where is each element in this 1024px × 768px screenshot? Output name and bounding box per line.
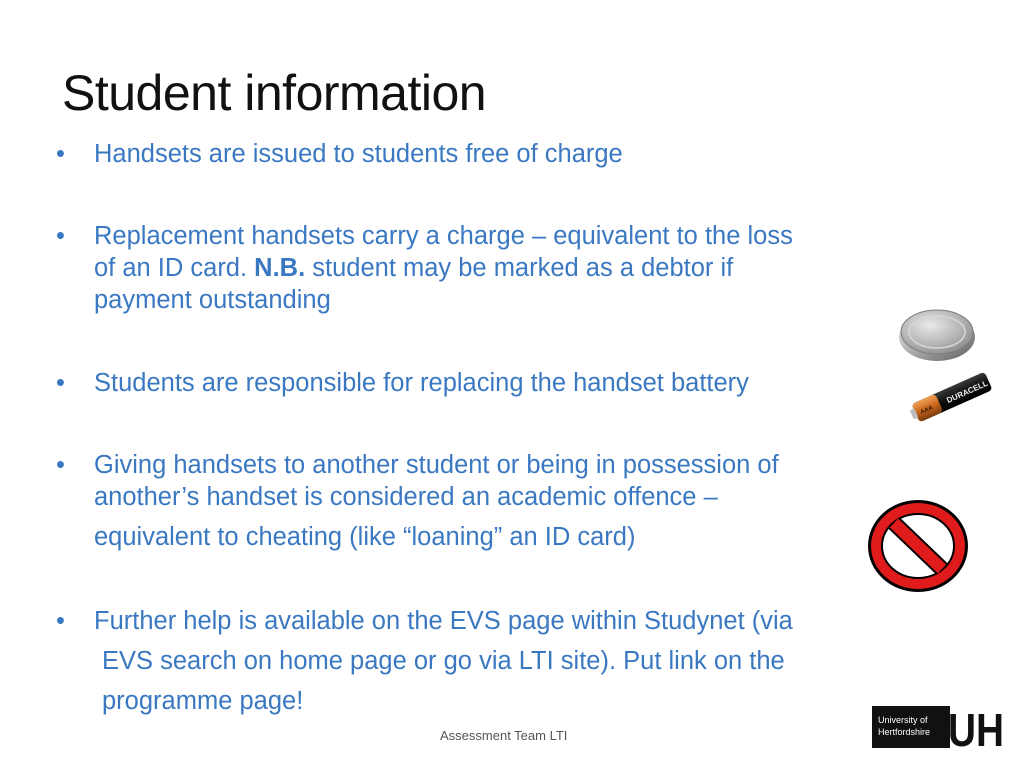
bullet-item [56,138,956,170]
bullet-dot: • [56,369,65,397]
prohibition-sign-icon [862,496,974,596]
logo-line-1: University of [878,715,928,725]
bullet-line: Handsets are issued to students free of charge [94,140,623,168]
bullet-line-part: of an ID card. [94,254,255,282]
bullet-item [56,367,956,399]
logo-line-2: Hertfordshire [878,727,931,737]
bullet-text [94,220,956,316]
bullet-item [56,449,956,553]
bullet-dot: • [56,140,65,168]
bullet-line-part: student may be marked as a debtor if [305,254,734,282]
bullet-line: programme page! [102,687,304,715]
bullet-line: Replacement handsets carry a charge – equivalent to the loss [94,222,793,250]
bullet-text [94,367,956,399]
bullet-line: payment outstanding [94,286,331,314]
slide-title: Student information [62,65,487,121]
bullet-dot: • [56,451,65,479]
battery-brand-label: DURACELL [945,378,990,405]
coin-battery-icon [896,304,978,364]
bullet-item [56,605,956,717]
bullet-line: another’s handset is considered an academic offence – [94,483,718,511]
bullet-dot: • [56,222,65,250]
university-logo [872,704,1004,756]
nb-emphasis: N.B. [254,254,306,282]
bullet-line: Giving handsets to another student or being in possession of [94,451,779,479]
slide-footer: Assessment Team LTI [440,728,568,743]
line-gap [94,513,956,521]
bullet-line: EVS search on home page or go via LTI site). Put link on the [102,647,785,675]
logo-mark: UH [948,704,1004,756]
bullet-text [94,449,956,553]
line-gap [94,637,956,645]
bullet-text [94,605,956,717]
bullet-line [94,252,956,284]
bullet-line: equivalent to cheating (like “loaning” an ID card) [94,523,636,551]
bullet-item [56,220,956,316]
line-gap [94,677,956,685]
battery-size-label: AAA [919,405,934,416]
bullet-text [94,138,956,170]
aaa-battery-icon [906,368,998,426]
bullet-dot: • [56,607,65,635]
bullet-line: Further help is available on the EVS page within Studynet (via [94,607,793,635]
bullet-line: Students are responsible for replacing the handset battery [94,369,749,397]
